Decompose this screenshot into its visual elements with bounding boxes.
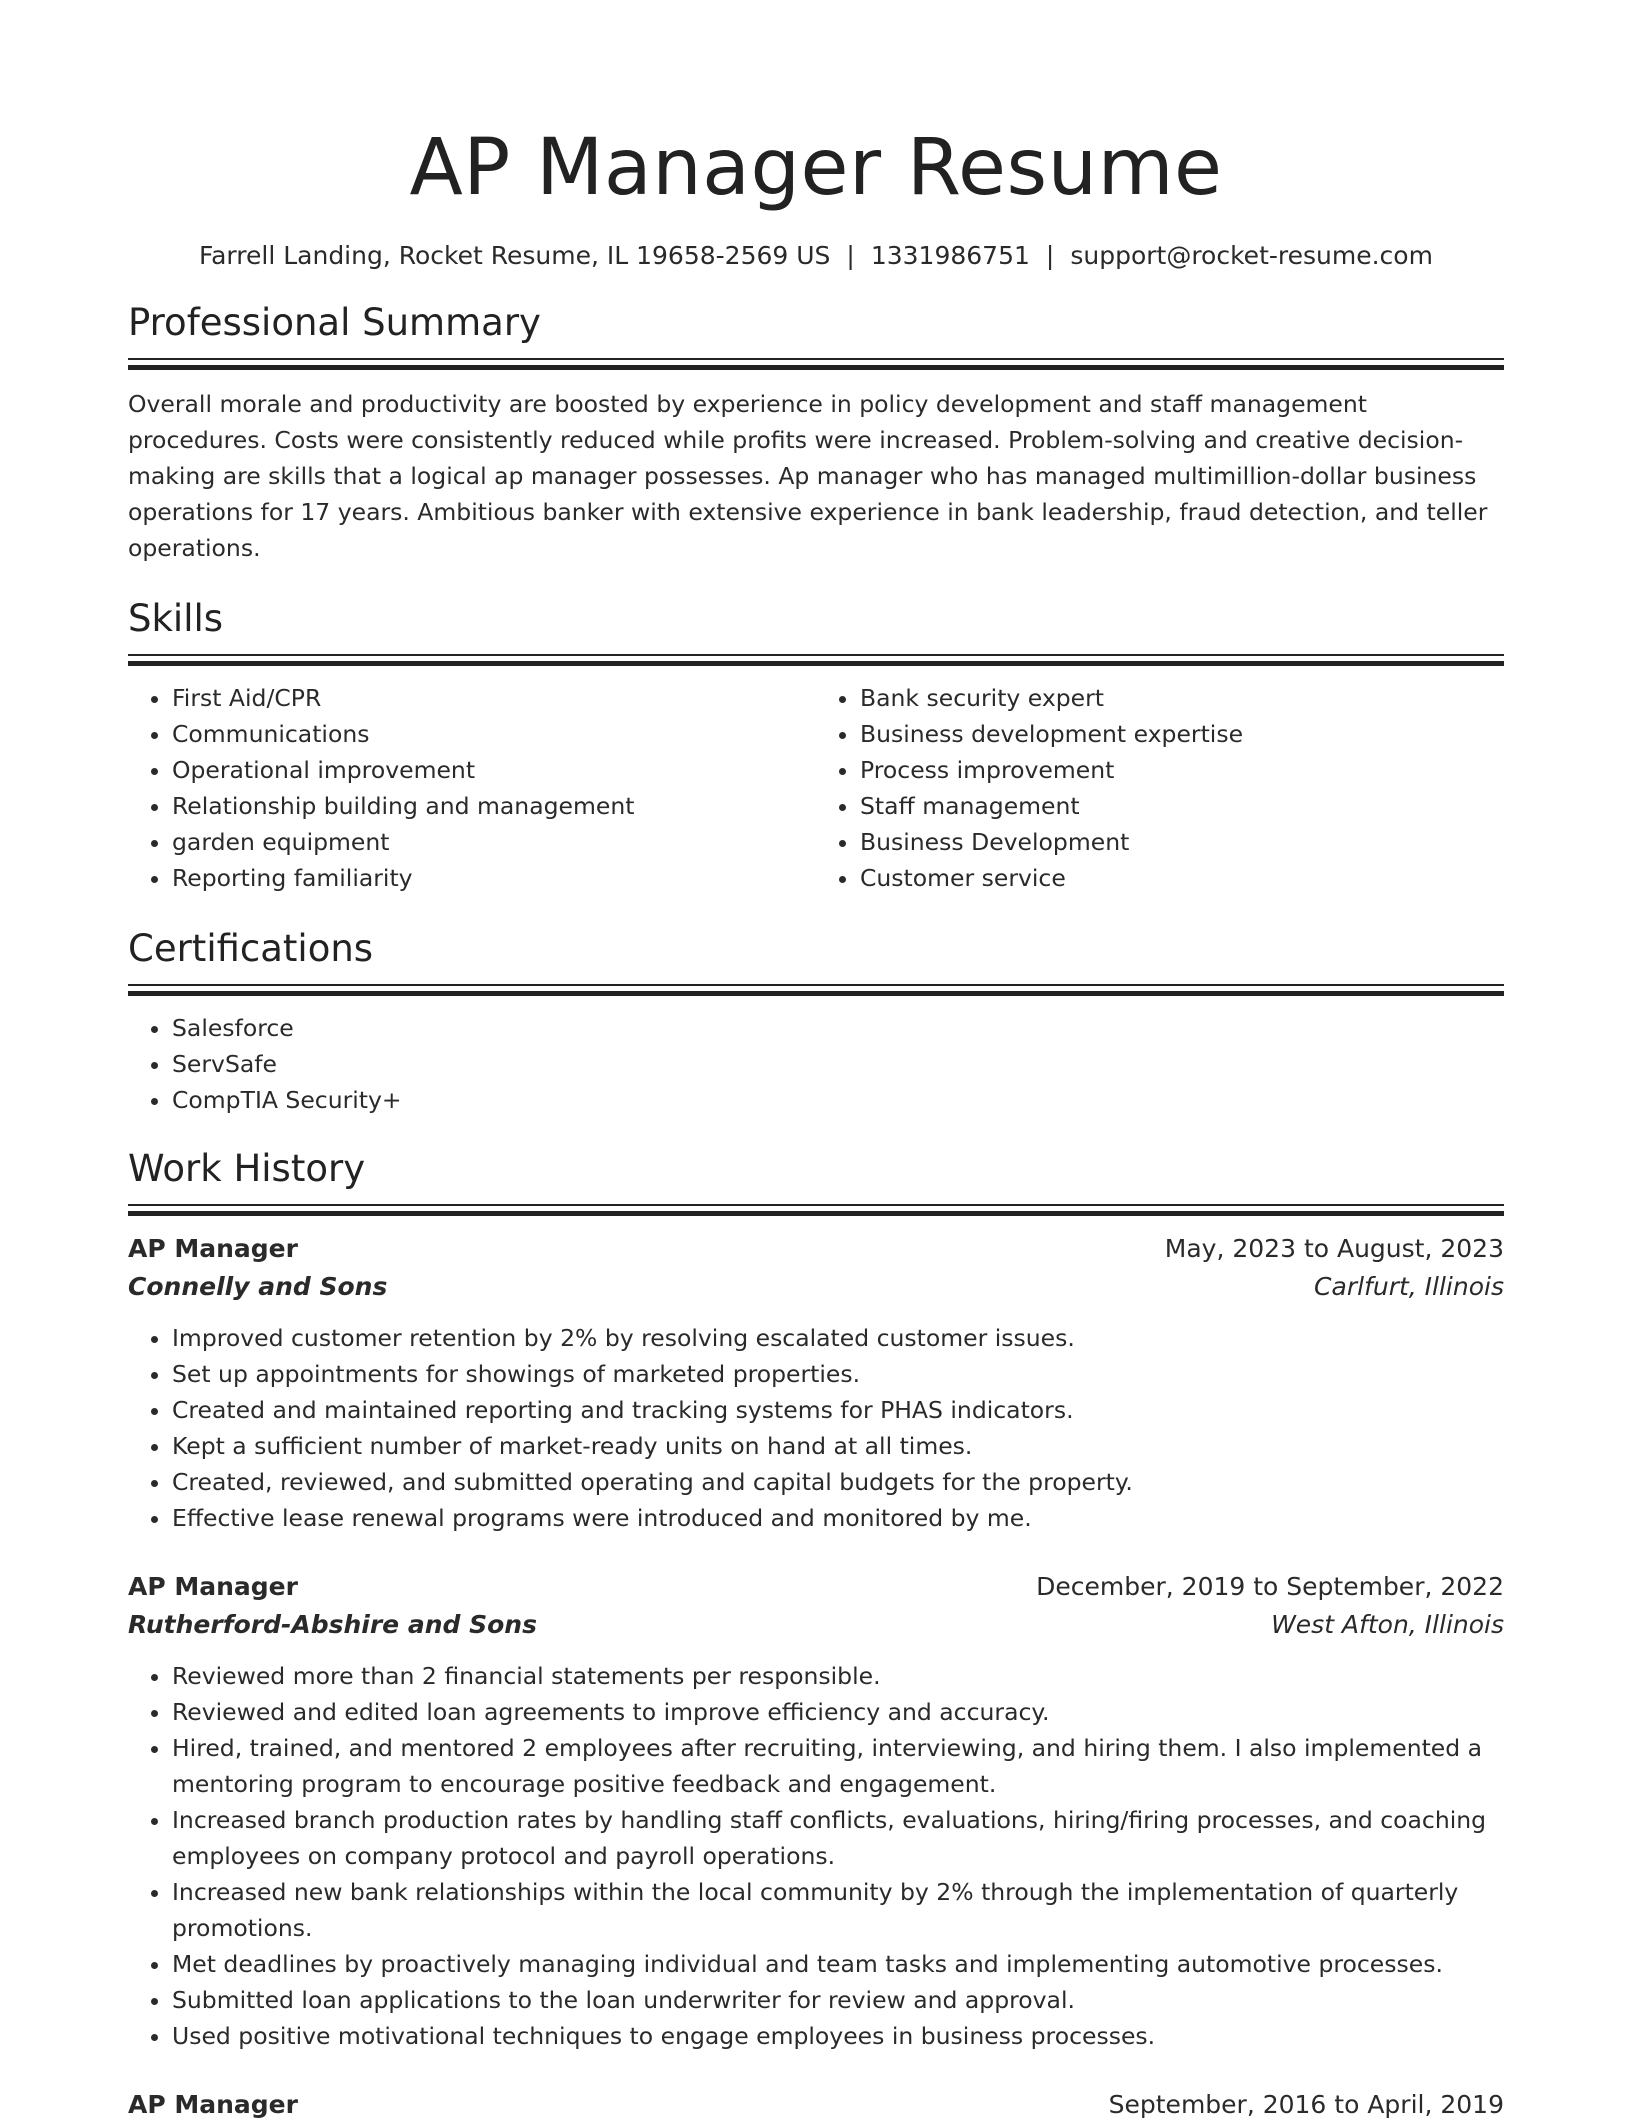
job-bullet: • Increased branch production rates by handling staff conflicts, evaluations, hiring/firing processes, and coaching employees on company protocol and payroll operations. — [172, 1802, 1504, 1874]
job-company: Rutherford-Abshire and Sons — [128, 1610, 537, 1639]
summary-text: Overall morale and productivity are boosted by experience in policy development and staff management procedures. Costs were consistently reduced while profits were increased. Problem-solving and creative decision-making are skills that a logical ap manager possesses. Ap manager who has managed multimillion-dollar business operations for 17 years. Ambitious banker with extensive experience in bank leadership, fraud detection, and teller operations. — [128, 390, 1488, 562]
skill-item: • Staff management — [860, 788, 1504, 824]
job-title: AP Manager — [128, 1572, 298, 1601]
skill-item: • Operational improvement — [172, 752, 816, 788]
job-bullet: • Reviewed more than 2 financial statements per responsible. — [172, 1658, 1504, 1694]
contact-email: support@rocket-resume.com — [1070, 241, 1433, 270]
resume-title: AP Manager Resume — [409, 123, 1223, 213]
job-subheader — [128, 1606, 1504, 1644]
skills-section — [128, 596, 1504, 896]
section-divider — [128, 984, 1504, 986]
section-divider — [128, 1204, 1504, 1206]
job-bullet: • Created and maintained reporting and tracking systems for PHAS indicators. — [172, 1392, 1504, 1428]
certification-item: • ServSafe — [172, 1046, 1504, 1082]
job-dates: September, 2016 to April, 2019 — [1108, 2090, 1504, 2119]
job-bullet: • Hired, trained, and mentored 2 employees after recruiting, interviewing, and hiring them. I also implemented a mentoring program to encourage positive feedback and engagement. — [172, 1730, 1504, 1802]
skill-item: • First Aid/CPR — [172, 680, 816, 716]
section-title-certifications: Certifications — [128, 927, 374, 970]
job-location: West Afton, Illinois — [1271, 1610, 1504, 1639]
job-bullets — [128, 1658, 1504, 2054]
job-bullet: • Met deadlines by proactively managing individual and team tasks and implementing automotive processes. — [172, 1946, 1504, 1982]
contact-address: Farrell Landing, Rocket Resume, IL 19658-2569 US — [199, 241, 831, 270]
job-title: AP Manager — [128, 2090, 298, 2119]
contact-line — [128, 238, 1504, 274]
section-title-skills: Skills — [128, 597, 224, 640]
section-title-summary: Professional Summary — [128, 301, 541, 344]
certifications-list — [128, 1010, 1504, 1118]
skill-item: • Bank security expert — [860, 680, 1504, 716]
job-bullet: • Reviewed and edited loan agreements to improve efficiency and accuracy. — [172, 1694, 1504, 1730]
job-location: Carlfurt, Illinois — [1314, 1272, 1504, 1301]
contact-phone: 1331986751 — [870, 241, 1030, 270]
skill-item: • Business development expertise — [860, 716, 1504, 752]
certification-item: • CompTIA Security+ — [172, 1082, 1504, 1118]
job-dates: May, 2023 to August, 2023 — [1164, 1234, 1504, 1263]
skills-list-left — [128, 680, 816, 896]
job-header — [128, 1230, 1504, 1268]
summary-section — [128, 300, 1504, 566]
skill-item: • Reporting familiarity — [172, 860, 816, 896]
job-header — [128, 1568, 1504, 1606]
section-divider — [128, 654, 1504, 656]
job-bullets — [128, 1320, 1504, 1536]
job-header — [128, 2086, 1504, 2124]
job-dates: December, 2019 to September, 2022 — [1036, 1572, 1504, 1601]
skills-list-right — [816, 680, 1504, 896]
skill-item: • Process improvement — [860, 752, 1504, 788]
skill-item: • Relationship building and management — [172, 788, 816, 824]
job-entry — [128, 1230, 1504, 1536]
section-divider-thick — [128, 1211, 1504, 1216]
certifications-section — [128, 926, 1504, 1118]
job-bullet: • Created, reviewed, and submitted operating and capital budgets for the property. — [172, 1464, 1504, 1500]
section-divider-thick — [128, 991, 1504, 996]
job-bullet: • Increased new bank relationships within the local community by 2% through the implementation of quarterly promotions. — [172, 1874, 1504, 1946]
certification-item: • Salesforce — [172, 1010, 1504, 1046]
skill-item: • Business Development — [860, 824, 1504, 860]
job-entry — [128, 1568, 1504, 2054]
contact-separator: | — [846, 241, 855, 270]
job-bullet: • Submitted loan applications to the loan underwriter for review and approval. — [172, 1982, 1504, 2018]
section-divider-thick — [128, 661, 1504, 666]
job-bullet: • Set up appointments for showings of marketed properties. — [172, 1356, 1504, 1392]
work-history-section — [128, 1146, 1504, 2124]
job-bullet: • Used positive motivational techniques to engage employees in business processes. — [172, 2018, 1504, 2054]
job-bullet: • Improved customer retention by 2% by resolving escalated customer issues. — [172, 1320, 1504, 1356]
job-bullet: • Kept a sufficient number of market-ready units on hand at all times. — [172, 1428, 1504, 1464]
section-divider-thick — [128, 365, 1504, 370]
resume-page — [128, 0, 1504, 2119]
skill-item: • Customer service — [860, 860, 1504, 896]
job-title: AP Manager — [128, 1234, 298, 1263]
section-divider — [128, 358, 1504, 360]
job-bullet: • Effective lease renewal programs were introduced and monitored by me. — [172, 1500, 1504, 1536]
job-subheader — [128, 1268, 1504, 1306]
job-entry — [128, 2086, 1504, 2124]
skill-item: • Communications — [172, 716, 816, 752]
skills-grid — [128, 680, 1504, 896]
section-title-work-history: Work History — [128, 1147, 366, 1190]
job-company: Connelly and Sons — [128, 1272, 388, 1301]
skill-item: • garden equipment — [172, 824, 816, 860]
contact-separator: | — [1045, 241, 1055, 270]
